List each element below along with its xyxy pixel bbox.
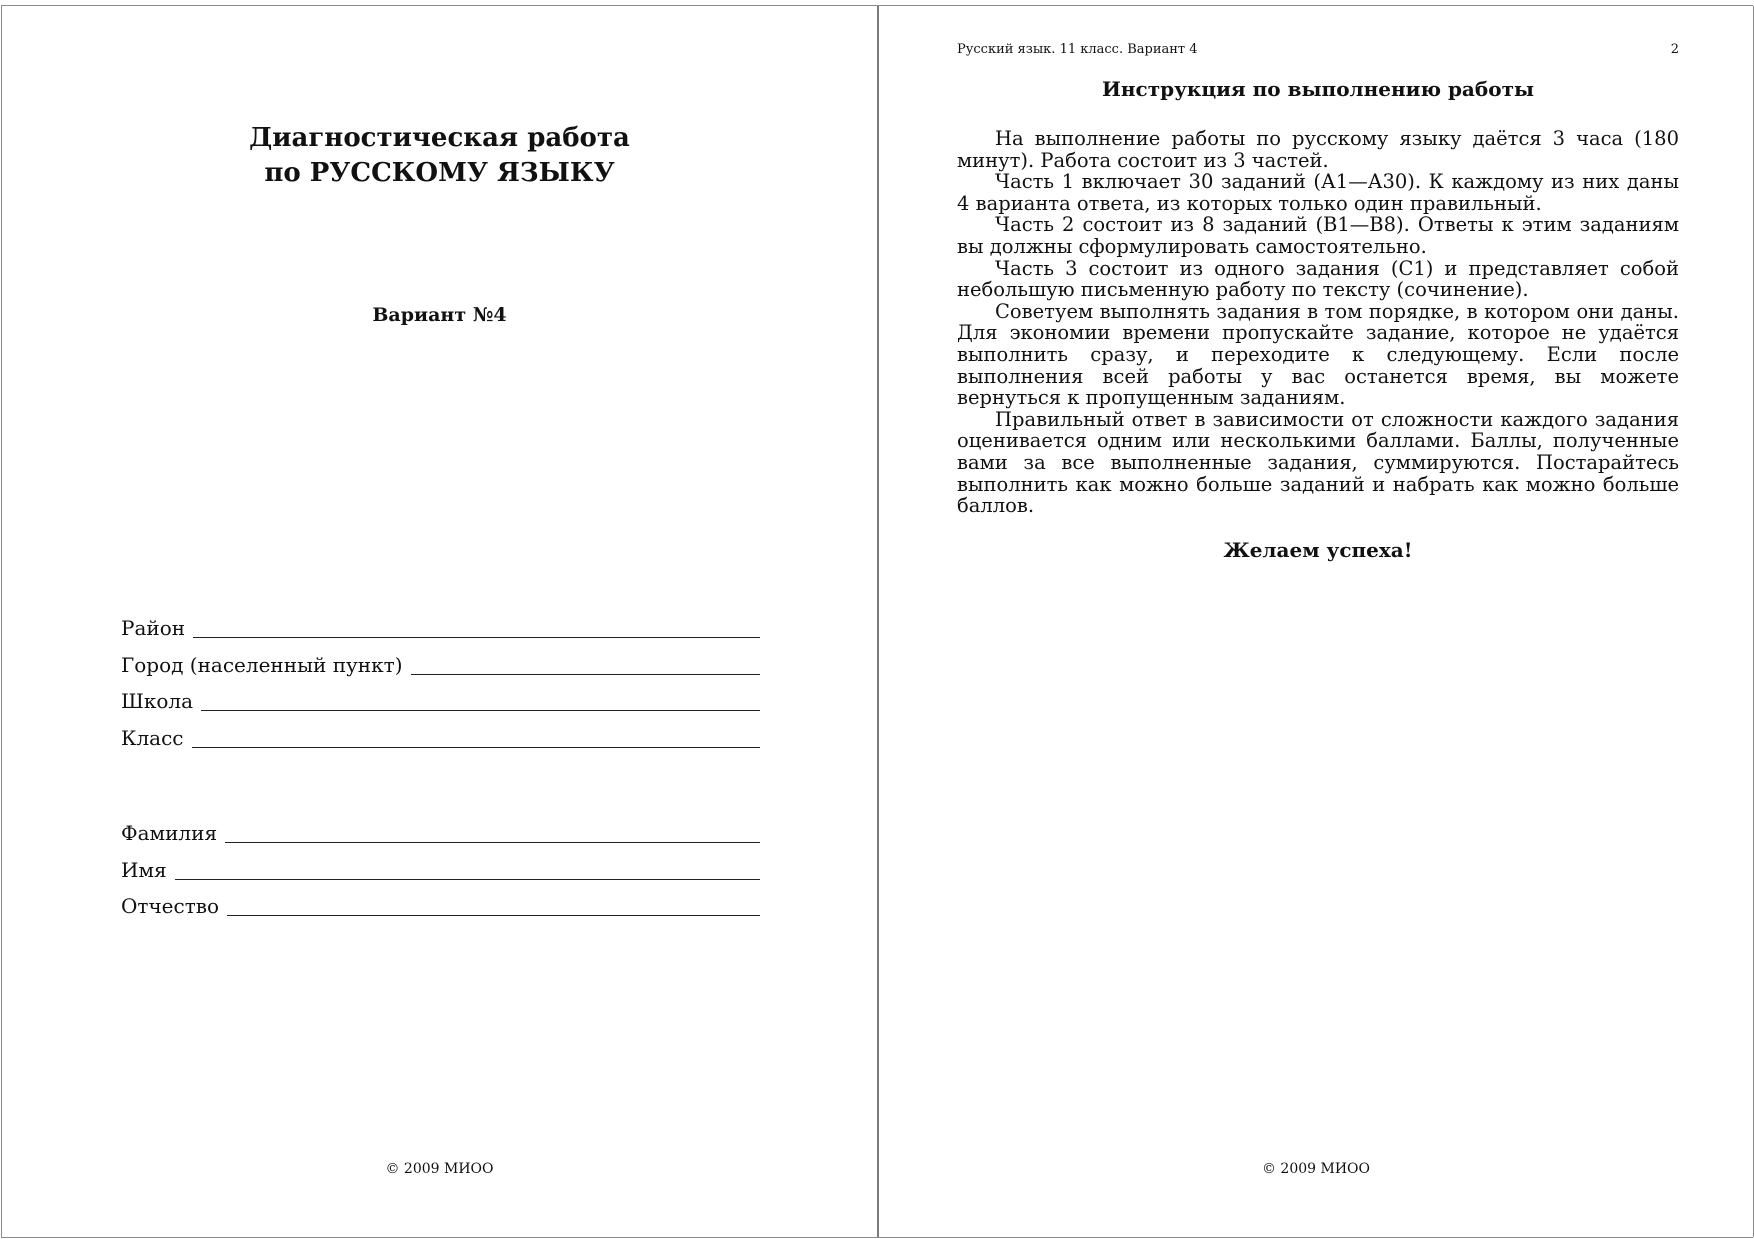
running-head-title: Русский язык. 11 класс. Вариант 4 bbox=[957, 42, 1198, 57]
field-patronymic-line[interactable] bbox=[227, 893, 760, 916]
field-class bbox=[121, 720, 760, 750]
instructions-page bbox=[877, 6, 1754, 1237]
document-spread bbox=[1, 5, 1753, 1238]
cover-title-line-1: Диагностическая работа bbox=[249, 123, 630, 153]
instructions-paragraph: Советуем выполнять задания в том порядке, в котором они даны. Для экономии времени пропускайте задание, которое не удаётся выполнить сразу, и переходите к следующему. Если после выполнения всей работы у вас останется время, вы можете вернуться к пропущенным заданиям. bbox=[957, 299, 1679, 410]
field-name bbox=[121, 852, 760, 882]
field-class-line[interactable] bbox=[192, 725, 760, 748]
field-district-line[interactable] bbox=[193, 615, 760, 638]
running-head bbox=[957, 42, 1679, 57]
field-city-label: Город (населенный пункт) bbox=[121, 653, 403, 677]
instructions-body bbox=[957, 128, 1679, 517]
field-district bbox=[121, 610, 760, 640]
field-class-label: Класс bbox=[121, 726, 184, 750]
instructions-title: Инструкция по выполнению работы bbox=[1101, 77, 1535, 101]
field-school bbox=[121, 683, 760, 713]
field-district-label: Район bbox=[121, 616, 186, 640]
cover-title-line-2: по РУССКОМУ ЯЗЫКУ bbox=[264, 158, 615, 188]
field-school-label: Школа bbox=[121, 689, 193, 713]
instructions-paragraph: Часть 2 состоит из 8 заданий (В1—В8). Ответы к этим заданиям вы должны сформулировать самостоятельно. bbox=[957, 213, 1679, 258]
field-city-line[interactable] bbox=[411, 652, 761, 675]
instructions-paragraph: Правильный ответ в зависимости от сложности каждого задания оценивается одним или несколькими баллами. Баллы, полученные вами за все выполненные задания, суммируются. Постарайтесь выполнить как можно больше заданий и набрать как можно больше баллов. bbox=[957, 407, 1679, 518]
variant-label: Вариант №4 bbox=[372, 304, 507, 326]
cover-copyright: © 2009 МИОО bbox=[385, 1161, 494, 1177]
instructions-paragraph: Часть 1 включает 30 заданий (А1—А30). К каждому из них даны 4 варианта ответа, из которых только один правильный. bbox=[957, 170, 1679, 215]
field-patronymic-label: Отчество bbox=[121, 894, 220, 918]
field-name-label: Имя bbox=[121, 858, 167, 882]
closing-wish: Желаем успеха! bbox=[1223, 538, 1413, 562]
instructions-paragraph: Часть 3 состоит из одного задания (С1) и представляет собой небольшую письменную работу по тексту (сочинение). bbox=[957, 256, 1679, 302]
field-city bbox=[121, 647, 760, 677]
field-surname-label: Фамилия bbox=[121, 821, 218, 845]
cover-page bbox=[1, 6, 877, 1237]
page-number: 2 bbox=[1670, 42, 1679, 57]
field-surname-line[interactable] bbox=[225, 820, 760, 843]
field-name-line[interactable] bbox=[175, 857, 760, 880]
field-patronymic bbox=[121, 888, 760, 918]
instructions-copyright: © 2009 МИОО bbox=[1261, 1161, 1371, 1177]
field-school-line[interactable] bbox=[201, 688, 760, 711]
field-surname bbox=[121, 815, 760, 845]
instructions-paragraph: На выполнение работы по русскому языку даётся 3 часа (180 минут). Работа состоит из 3 частей. bbox=[957, 127, 1679, 172]
